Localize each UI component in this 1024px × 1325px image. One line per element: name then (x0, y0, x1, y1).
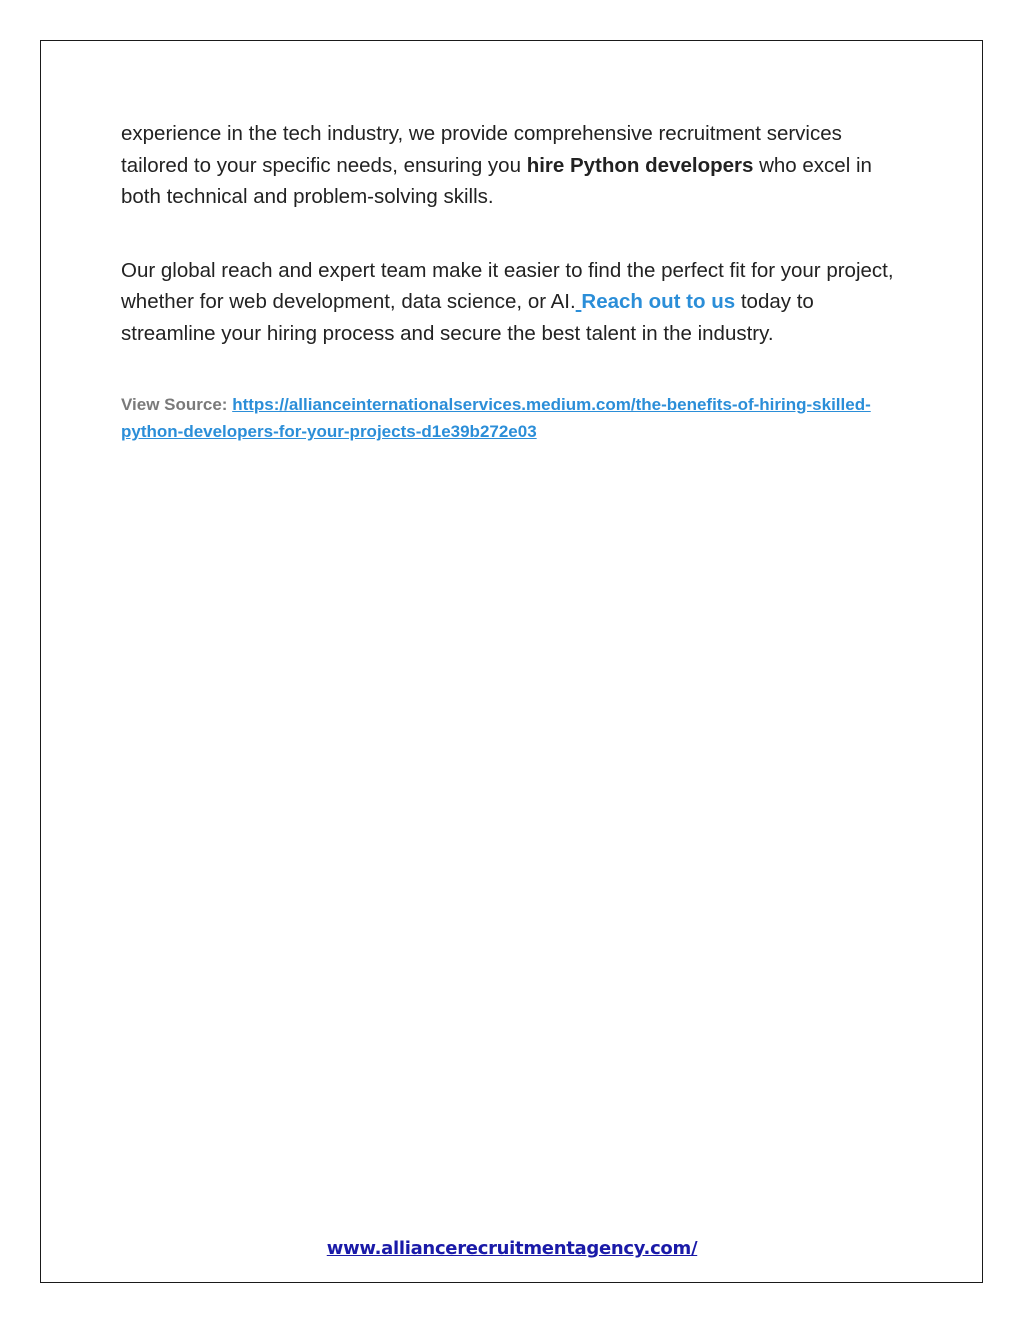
paragraph-text: who excel in both technical and problem-solving skills. (121, 153, 872, 208)
bold-keyword: hire Python developers (526, 153, 754, 177)
paragraph-text: Our global reach and expert team make it easier to find the perfect fit for your project, whether for web development, data science, or AI. (121, 258, 894, 313)
footer-website-link[interactable]: www.alliancerecruitmentagency.com/ (326, 1238, 698, 1259)
paragraph-global-reach (121, 255, 901, 350)
paragraph-text: today to streamline your hiring process and secure the best talent in the industry. (121, 290, 814, 345)
view-source-label: View Source: (121, 395, 233, 414)
reach-out-link[interactable]: Reach out to us (581, 290, 736, 313)
source-url-link[interactable]: https://allianceinternationalservices.medium.com/the-benefits-of-hiring-skilled-python-developers-for-your-projects-d1e39b272e03 (121, 395, 871, 441)
view-source-line (121, 391, 901, 445)
paragraph-hiring-intro (121, 118, 901, 213)
document-body (121, 118, 901, 487)
paragraph-text: experience in the tech industry, we provide comprehensive recruitment services tailored to your specific needs, ensuring you (121, 122, 842, 177)
